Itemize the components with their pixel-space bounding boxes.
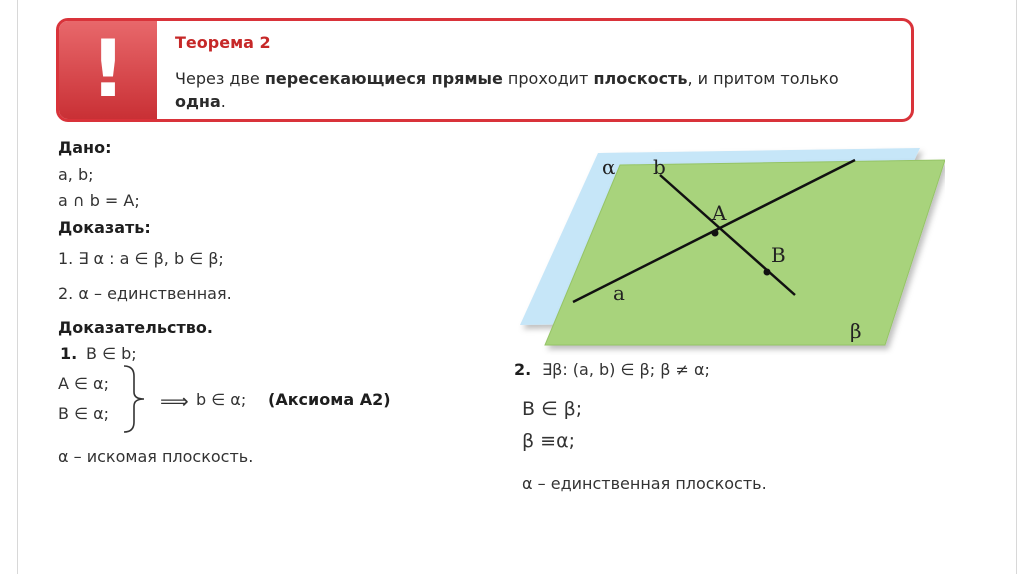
theorem-box [56,18,914,122]
theorem-emphasis: плоскость [593,69,688,88]
point-A [712,230,719,237]
step2-result: α – единственная плоскость. [522,474,767,493]
prove-line: 2. α – единственная. [58,284,232,303]
exclamation-icon: ! [90,25,126,115]
theorem-title: Теорема 2 [175,33,271,52]
step2-number: 2. [514,360,532,379]
proof-step-number: 1. [60,344,78,363]
prove-line: 1. ∃ α : a ∈ β, b ∈ β; [58,249,224,268]
given-heading: Дано: [58,138,112,157]
label-a: a [613,281,625,305]
theorem-emphasis: одна [175,92,221,111]
proof-result: α – искомая плоскость. [58,447,254,466]
proof-heading: Доказательство. [58,318,213,337]
label-b: b [653,155,666,179]
prove-heading: Доказать: [58,218,151,237]
brace-line: B ∈ α; [58,404,110,423]
theorem-text-part: , и притом только [687,69,839,88]
implies-arrow-icon: ⟹ [160,389,189,413]
step2-line: B ∈ β; [522,398,583,420]
theorem-text-part: проходит [502,69,594,88]
theorem-emphasis: пересекающиеся прямые [264,69,503,88]
label-beta: β [850,319,862,343]
theorem-statement [175,67,875,113]
planes-diagram [515,140,945,355]
curly-brace-icon [120,364,150,434]
axiom-reference: (Аксиома А2) [268,390,391,409]
label-A: A [712,201,727,225]
given-line: a ∩ b = A; [58,191,140,210]
step2-text: ∃β: (a, b) ∈ β; β ≠ α; [542,360,710,379]
theorem-text-part: . [220,92,226,111]
exclamation-badge [59,21,157,119]
label-B: B [771,243,786,267]
proof-step-text: B ∈ b; [86,344,137,363]
theorem-text-part: Через две [175,69,265,88]
proof-conclusion: b ∈ α; [196,390,247,409]
step2-line: β ≡α; [522,430,576,452]
given-line: a, b; [58,165,94,184]
label-alpha: α [602,155,616,179]
brace-line: A ∈ α; [58,374,109,393]
point-B [764,269,771,276]
